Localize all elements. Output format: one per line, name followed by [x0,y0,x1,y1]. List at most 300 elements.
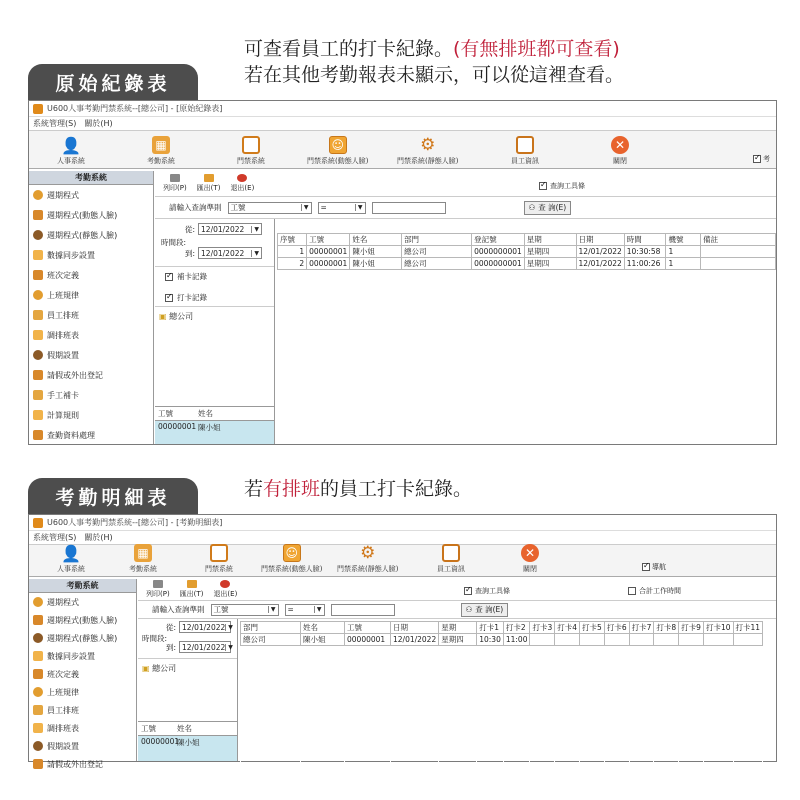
query-toolbar-checkbox[interactable]: ✓ 查詢工具條 [464,586,510,596]
sidebar-item[interactable]: 數據同步設置 [29,647,136,665]
export-button[interactable]: 匯出(T) [197,174,221,193]
export-button[interactable]: 匯出(T) [180,580,204,599]
filter-field-select[interactable]: 工號 ▼ [228,202,312,214]
sidebar-item[interactable]: 上班規律 [29,285,153,305]
cycle-icon [33,190,43,200]
column-header[interactable]: 登記號 [472,234,525,246]
column-header[interactable]: 時間 [624,234,666,246]
empty-cell [301,718,345,730]
column-header[interactable]: 打卡5 [580,622,605,634]
empty-cell [666,294,701,306]
tree-node-company[interactable]: 總公司 [152,664,177,673]
empty-cell [503,646,530,658]
empty-cell [524,318,576,330]
empty-cell [278,366,307,378]
filter-row [155,197,776,219]
column-header[interactable]: 打卡7 [629,622,654,634]
data-icon [33,430,43,440]
empty-cell [604,766,629,778]
table-cell: 星期四 [439,634,477,646]
department-tree[interactable] [138,659,237,678]
empty-cell [629,718,654,730]
calendar-icon: ▦ [134,544,152,562]
column-header[interactable]: 姓名 [301,622,345,634]
empty-cell [477,670,504,682]
empty-cell [580,682,605,694]
print-button[interactable]: 列印(P) [146,580,170,599]
app-icon [33,104,43,114]
column-header[interactable]: 打卡2 [503,622,530,634]
sidebar-item[interactable]: 週期程式(靜態人臉) [29,225,153,245]
department-tree[interactable] [155,307,274,326]
toolbar-access-dynamic-face-button[interactable]: ☺ 門禁系統(動態人臉) [307,138,369,165]
sidebar-item[interactable]: 週期程式(動態人臉) [29,611,136,629]
leave-icon [33,759,43,769]
sidebar-item[interactable]: 調排班表 [29,325,153,345]
option-punch-records[interactable]: ✓ 打卡記錄 [165,292,264,303]
sidebar-item[interactable]: 請假或外出登記 [29,365,153,385]
empty-cell [503,658,530,670]
empty-cell [703,754,733,766]
sidebar-item[interactable]: 上班規律 [29,683,136,701]
empty-cell [679,766,704,778]
filter-value-input[interactable] [372,202,446,214]
column-header[interactable]: 打卡11 [733,622,763,634]
empty-row [278,390,776,402]
empty-cell [679,754,704,766]
close-icon: ✕ [521,544,539,562]
filter-operator-select[interactable]: = ▼ [318,202,366,214]
empty-cell [703,658,733,670]
empty-cell [555,754,580,766]
empty-cell [391,754,439,766]
empty-cell [530,670,555,682]
filter-pane [155,219,275,444]
date-to-picker[interactable]: 12/01/2022 ▼ [198,247,262,259]
query-button[interactable]: ⚇ 查 詢(E) [461,603,509,617]
table-cell [701,258,776,270]
query-toolbar-checkbox[interactable]: ✓ 查詢工具條 [539,181,585,191]
empty-cell [666,282,701,294]
empty-cell [278,330,307,342]
empty-cell [629,730,654,742]
section-label-attendance-detail: 考勤明細表 [28,478,198,514]
empty-cell [307,330,350,342]
column-header[interactable]: 部門 [402,234,472,246]
empty-cell [350,294,402,306]
empty-cell [679,670,704,682]
empty-cell [439,682,477,694]
sidebar-item[interactable]: 週期程式(動態人臉) [29,205,153,225]
empty-row [241,646,763,658]
empty-cell [629,658,654,670]
checkbox-icon [464,587,472,595]
empty-cell [350,390,402,402]
empty-cell [524,366,576,378]
empty-cell [701,318,776,330]
column-header[interactable]: 打卡6 [604,622,629,634]
sidebar-item[interactable]: 班次定義 [29,265,153,285]
empty-cell [307,354,350,366]
empty-cell [629,670,654,682]
empty-cell [555,778,580,790]
filter-field-select[interactable]: 工號 ▼ [211,604,279,616]
column-header[interactable]: 打卡9 [679,622,704,634]
empty-cell [604,778,629,790]
sidebar-item[interactable]: 查勤資料處理 [29,425,153,445]
exit-button[interactable]: 退出(E) [230,174,254,193]
date-to-picker[interactable]: 12/01/2022 ▼ [179,641,231,653]
filter-value-input[interactable] [331,604,395,616]
empty-cell [733,646,763,658]
record-type-options [155,267,274,307]
sidebar-item[interactable]: 假期設置 [29,737,136,755]
table-cell [733,634,763,646]
chevron-down-icon: ▼ [314,606,322,613]
column-header[interactable]: 日期 [391,622,439,634]
empty-cell [530,718,555,730]
sidebar-item[interactable]: 週期程式 [29,593,136,611]
empty-cell [345,646,391,658]
print-button[interactable]: 列印(P) [163,174,187,193]
empty-cell [402,366,472,378]
empty-cell [503,670,530,682]
table-row[interactable] [278,258,776,270]
empty-cell [733,742,763,754]
empty-cell [402,294,472,306]
chevron-down-icon: ▼ [301,204,309,211]
empty-cell [629,694,654,706]
toolbar-access-button[interactable]: 門禁系統 [237,136,265,166]
empty-cell [604,718,629,730]
empty-cell [530,706,555,718]
empty-cell [350,402,402,414]
empty-cell [604,730,629,742]
empty-cell [402,306,472,318]
employee-list-header: 工號 姓名 [138,722,237,736]
empty-cell [391,646,439,658]
empty-cell [555,718,580,730]
toolbar-attendance-button[interactable]: ▦ 考勤系統 [129,546,157,573]
toolbar-access-button[interactable]: 門禁系統 [205,544,233,574]
records-table [277,233,776,414]
empty-cell [477,766,504,778]
empty-cell [555,766,580,778]
table-cell [629,634,654,646]
chevron-down-icon: ▼ [251,226,259,233]
column-header[interactable]: 星期 [524,234,576,246]
empty-cell [524,330,576,342]
empty-cell [580,694,605,706]
empty-cell [624,378,666,390]
toolbar-nav-checkbox[interactable]: ✓ 導航 [642,562,666,572]
empty-cell [391,706,439,718]
column-header[interactable]: 姓名 [350,234,402,246]
empty-cell [241,646,301,658]
empty-cell [530,730,555,742]
empty-cell [555,706,580,718]
sidebar-item[interactable]: 計算規則 [29,405,153,425]
table-cell: 陳小姐 [301,634,345,646]
empty-cell [530,778,555,790]
toolbar-hr-button[interactable]: 👤 人事系統 [57,135,85,165]
empty-cell [666,402,701,414]
sidebar-item[interactable]: 請假或外出登記 [29,755,136,773]
checkbox-icon [165,273,173,281]
empty-cell [278,354,307,366]
empty-cell [524,354,576,366]
empty-cell [350,378,402,390]
empty-cell [472,294,525,306]
toolbar-access-static-face-button[interactable]: ⚙ 門禁系統(靜態人臉) [397,135,459,165]
face-icon: ☺ [329,136,347,154]
table-cell: 10:30 [477,634,504,646]
empty-cell [439,778,477,790]
empty-cell [733,682,763,694]
caption-line-3: 若有排班的員工打卡紀錄。 [244,478,473,500]
section-label-raw-records: 原始紀錄表 [28,64,198,100]
column-header[interactable]: 打卡10 [703,622,733,634]
menu-system[interactable]: 系統管理(S) [33,533,77,542]
empty-cell [503,718,530,730]
empty-cell [503,766,530,778]
empty-cell [472,318,525,330]
date-range [138,619,237,659]
empty-cell [402,342,472,354]
option-makeup-records[interactable]: ✓ 補卡記錄 [165,271,264,282]
empty-cell [624,390,666,402]
sidebar-header: 考勤系統 [29,579,136,593]
list-item[interactable]: 00000001 陳小姐 [141,737,200,747]
empty-row [241,670,763,682]
table-cell: 12/01/2022 [576,258,624,270]
sidebar-item[interactable]: 調排班表 [29,719,136,737]
sidebar-item[interactable]: 週期程式(靜態人臉) [29,629,136,647]
toolbar-attendance-button[interactable]: ▦ 考勤系統 [147,138,175,165]
empty-cell [439,670,477,682]
empty-cell [301,694,345,706]
menu-system[interactable]: 系統管理(S) [33,119,77,128]
empty-cell [439,658,477,670]
cycle-icon [33,615,43,625]
filter-pane [138,619,238,761]
toolbar-employee-info-button[interactable]: 員工資訊 [511,136,539,166]
sidebar-item[interactable]: 數據同步設置 [29,245,153,265]
query-button[interactable]: ⚇ 查 詢(E) [524,201,572,215]
empty-cell [241,706,301,718]
records-grid [277,233,776,444]
cycle-icon [33,633,43,643]
attendance-grid [240,621,776,761]
empty-cell [350,354,402,366]
empty-cell [301,658,345,670]
empty-cell [524,342,576,354]
table-cell: 陳小姐 [350,246,402,258]
empty-cell [624,366,666,378]
table-cell: 1 [666,258,701,270]
power-icon [237,174,247,182]
from-label: 從: [185,224,196,234]
empty-row [241,730,763,742]
empty-cell [733,694,763,706]
sidebar-item[interactable]: 假期設置 [29,345,153,365]
empty-cell [703,766,733,778]
user-icon: 👤 [61,135,81,155]
empty-cell [555,730,580,742]
menu-about[interactable]: 關於(H) [84,119,113,128]
sidebar-item[interactable]: 手工補卡 [29,385,153,405]
empty-cell [530,682,555,694]
date-from-picker[interactable]: 12/01/2022 ▼ [179,621,231,633]
empty-cell [624,354,666,366]
empty-cell [604,706,629,718]
column-header[interactable]: 備註 [701,234,776,246]
empty-cell [624,306,666,318]
empty-row [278,294,776,306]
toolbar-access-dynamic-face-button[interactable]: ☺ 門禁系統(動態人臉) [261,546,323,573]
empty-cell [301,706,345,718]
table-row[interactable] [278,246,776,258]
empty-cell [503,706,530,718]
caption-line-1: 可查看員工的打卡紀錄。(有無排班都可查看) [244,38,620,60]
empty-cell [391,778,439,790]
empty-cell [345,718,391,730]
toolbar-nav-checkbox[interactable]: ✓ 考 [753,154,770,164]
report-toolbar [138,579,776,601]
empty-cell [624,330,666,342]
close-icon: ✕ [611,136,629,154]
empty-cell [629,706,654,718]
empty-cell [241,694,301,706]
empty-cell [666,366,701,378]
column-header[interactable]: 打卡8 [654,622,679,634]
empty-cell [439,706,477,718]
empty-cell [402,402,472,414]
empty-cell [350,342,402,354]
window-titlebar: U600人事考勤門禁系統--[總公司] - [考勤明細表] [29,515,776,531]
filter-operator-select[interactable]: = ▼ [285,604,325,616]
empty-cell [503,694,530,706]
column-header[interactable]: 序號 [278,234,307,246]
column-header[interactable]: 部門 [241,622,301,634]
empty-cell [278,282,307,294]
empty-cell [555,658,580,670]
filter-row [138,601,776,619]
table-cell: 0000000001 [472,246,525,258]
checkbox-icon [165,294,173,302]
table-cell: 陳小姐 [350,258,402,270]
empty-cell [503,682,530,694]
toolbar-employee-info-button[interactable]: 員工資訊 [437,544,465,574]
toolbar-access-static-face-button[interactable]: ⚙ 門禁系統(靜態人臉) [337,543,399,573]
toolbar-close-button[interactable]: ✕ 關閉 [613,138,627,165]
toolbar-hr-button[interactable]: 👤 人事系統 [57,543,85,573]
sidebar [29,579,137,769]
empty-cell [679,742,704,754]
empty-cell [580,706,605,718]
empty-cell [733,730,763,742]
empty-cell [241,754,301,766]
table-row[interactable] [241,634,763,646]
empty-cell [477,694,504,706]
empty-cell [524,306,576,318]
empty-cell [604,742,629,754]
empty-cell [733,658,763,670]
chevron-down-icon: ▼ [268,606,276,613]
menu-about[interactable]: 關於(H) [84,533,113,542]
sidebar-item[interactable]: 班次定義 [29,665,136,683]
empty-cell [350,330,402,342]
empty-cell [350,318,402,330]
empty-cell [530,766,555,778]
leave-icon [33,370,43,380]
chevron-down-icon: ▼ [355,204,363,211]
empty-cell [679,646,704,658]
empty-cell [402,354,472,366]
column-header[interactable]: 打卡3 [530,622,555,634]
shift-icon [33,669,43,679]
list-item[interactable]: 00000001 陳小姐 [158,422,221,432]
table-header-row [241,622,763,634]
empty-row [241,682,763,694]
tree-node-company[interactable]: 總公司 [169,312,194,321]
caption-line-2: 若在其他考勤報表未顯示，可以從這裡查看。 [244,64,625,86]
empty-cell [624,270,666,282]
checkbox-icon [642,563,650,571]
binoculars-icon: ⚇ [465,605,473,614]
empty-cell [307,378,350,390]
empty-cell [472,390,525,402]
column-header[interactable]: 打卡1 [477,622,504,634]
empty-cell [629,754,654,766]
empty-cell [402,330,472,342]
empty-cell [679,694,704,706]
column-header[interactable]: 打卡4 [555,622,580,634]
empty-cell [402,390,472,402]
empty-cell [576,390,624,402]
checkbox-icon [753,155,761,163]
empty-cell [580,646,605,658]
empty-cell [666,330,701,342]
column-header[interactable]: 工號 [345,622,391,634]
sum-work-time-checkbox[interactable]: 合計工作時間 [628,586,681,596]
schedule-icon [33,705,43,715]
column-header[interactable]: 工號 [307,234,350,246]
column-header[interactable]: 機號 [666,234,701,246]
empty-cell [278,306,307,318]
sidebar-item[interactable]: 員工排班 [29,305,153,325]
empty-cell [503,754,530,766]
empty-row [241,694,763,706]
empty-cell [555,742,580,754]
empty-cell [530,694,555,706]
column-header[interactable]: 星期 [439,622,477,634]
sidebar-header: 考勤系統 [29,171,153,185]
empty-cell [477,778,504,790]
empty-cell [402,270,472,282]
filter-label: 請輸入查詢準則 [169,203,222,212]
empty-row [278,270,776,282]
sidebar-item[interactable]: 週期程式 [29,185,153,205]
empty-cell [301,730,345,742]
toolbar-close-button[interactable]: ✕ 關閉 [523,546,537,573]
column-header[interactable]: 日期 [576,234,624,246]
empty-cell [439,754,477,766]
date-from-picker[interactable]: 12/01/2022 ▼ [198,223,262,235]
exit-button[interactable]: 退出(E) [213,580,237,599]
empty-cell [666,342,701,354]
sidebar-item[interactable]: 員工排班 [29,701,136,719]
